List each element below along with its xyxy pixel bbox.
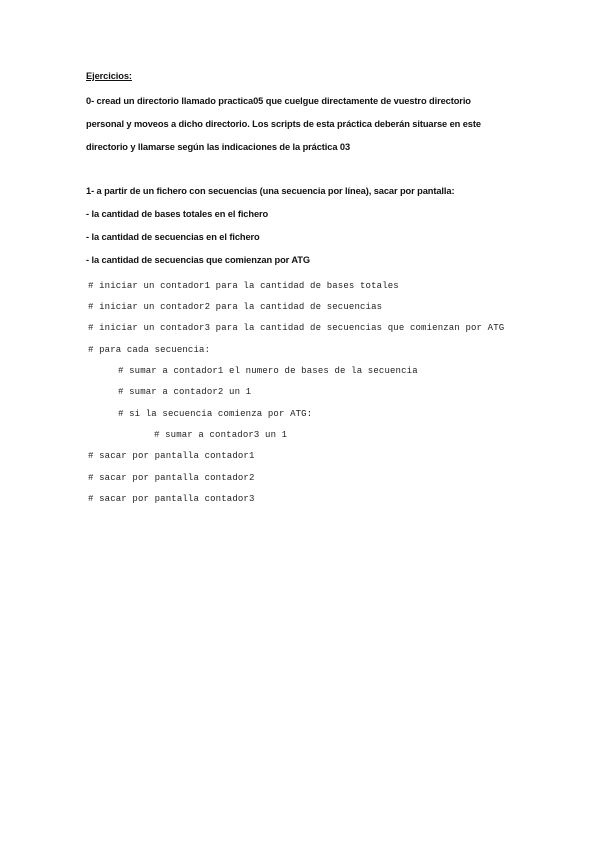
exercise1-item-sequences: - la cantidad de secuencias en el fichero bbox=[86, 232, 260, 242]
exercise0-line2: personal y moveos a dicho directorio. Los scripts de esta práctica deberán situarse en este bbox=[86, 119, 481, 129]
exercise1-item-atg: - la cantidad de secuencias que comienzan por ATG bbox=[86, 255, 310, 265]
pseudocode-line: # si la secuencia comienza por ATG: bbox=[118, 409, 313, 419]
pseudocode-line: # sumar a contador1 el numero de bases de la secuencia bbox=[118, 366, 418, 376]
pseudocode-line: # sacar por pantalla contador1 bbox=[88, 451, 255, 461]
exercise0-line3: directorio y llamarse según las indicaciones de la práctica 03 bbox=[86, 142, 351, 152]
pseudocode-line: # sacar por pantalla contador2 bbox=[88, 473, 255, 483]
pseudocode-line: # sumar a contador3 un 1 bbox=[154, 430, 288, 440]
pseudocode-line: # sumar a contador2 un 1 bbox=[118, 387, 252, 397]
section-heading: Ejercicios: bbox=[86, 71, 132, 81]
pseudocode-line: # iniciar un contador1 para la cantidad de bases totales bbox=[88, 281, 399, 291]
pseudocode-line: # iniciar un contador3 para la cantidad de secuencias que comienzan por ATG bbox=[88, 323, 505, 333]
pseudocode-line: # iniciar un contador2 para la cantidad de secuencias bbox=[88, 302, 383, 312]
exercise1-intro: 1- a partir de un fichero con secuencias (una secuencia por línea), sacar por pantalla: bbox=[86, 186, 455, 196]
exercise0-line1: 0- cread un directorio llamado practica05 que cuelgue directamente de vuestro directorio bbox=[86, 96, 471, 106]
pseudocode-line: # sacar por pantalla contador3 bbox=[88, 494, 255, 504]
pseudocode-line: # para cada secuencia: bbox=[88, 345, 211, 355]
exercise1-item-bases: - la cantidad de bases totales en el fichero bbox=[86, 209, 269, 219]
